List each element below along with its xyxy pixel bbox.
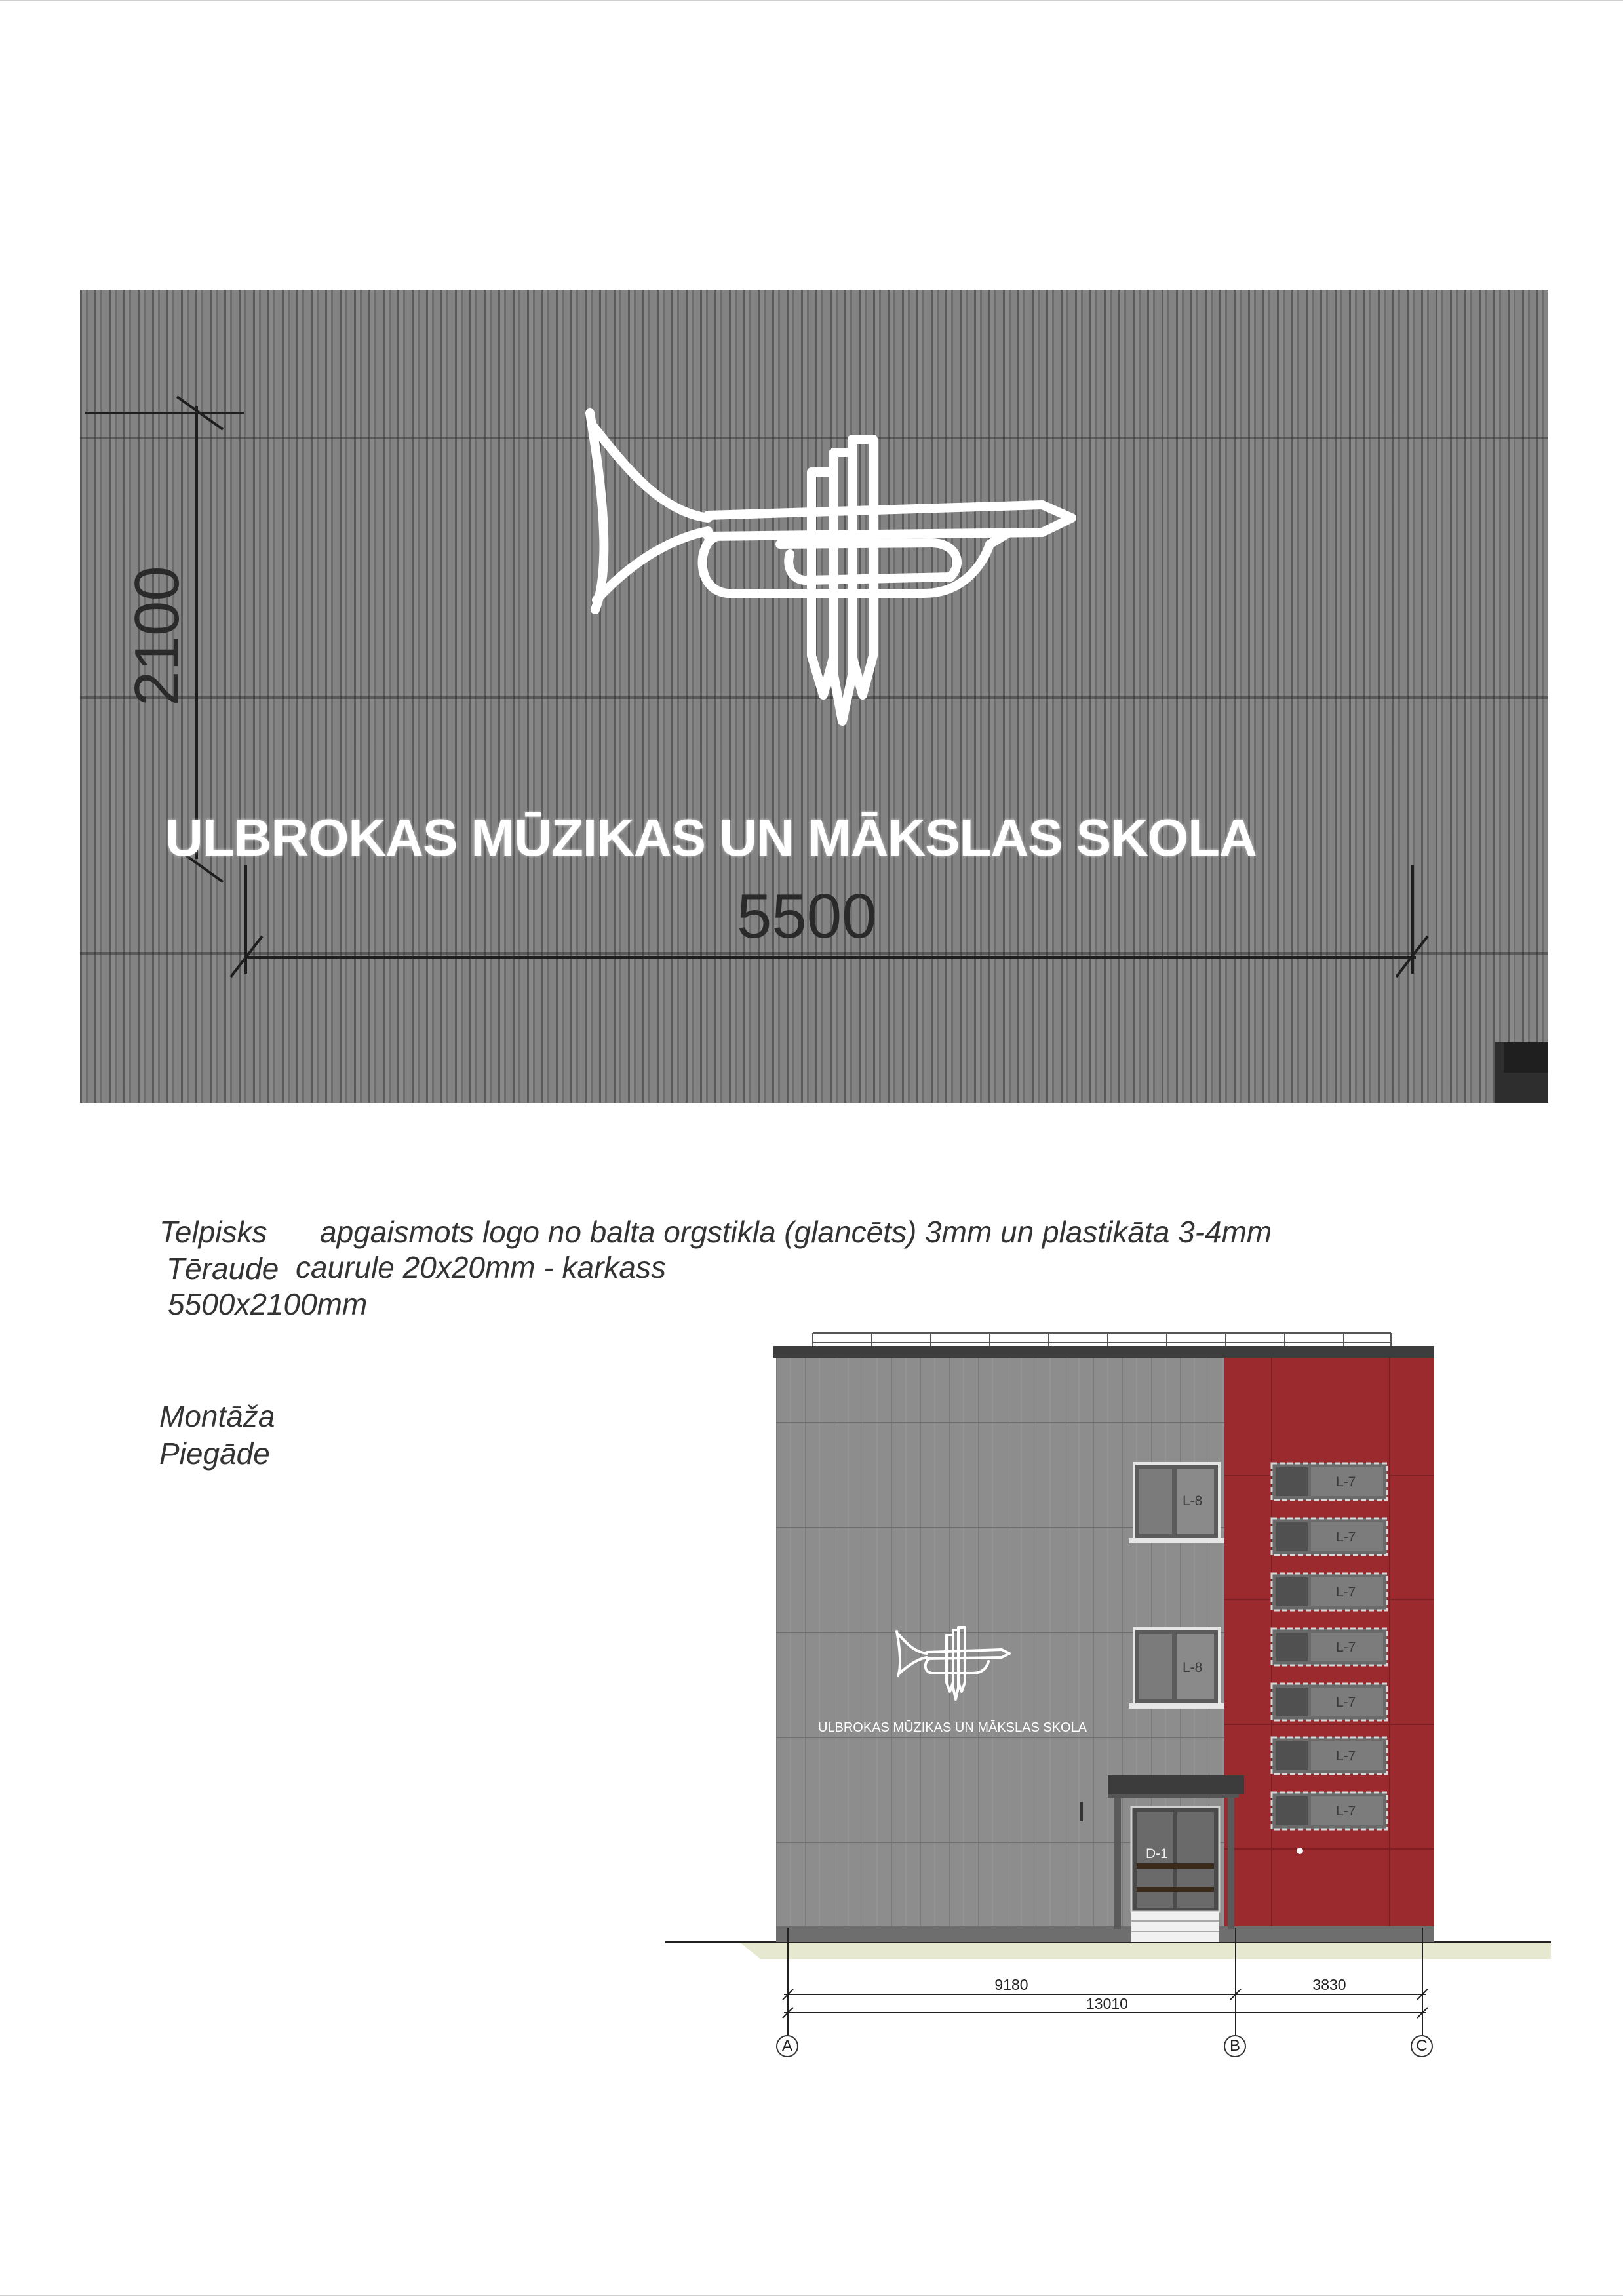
window-label-l7: L-7 xyxy=(1336,1640,1356,1655)
spec-line2-lead: Tēraude xyxy=(166,1252,279,1286)
window-l7-7 xyxy=(1272,1792,1387,1829)
building-plinth xyxy=(776,1926,1434,1942)
window-l7-4 xyxy=(1272,1629,1387,1665)
axis-marker-b: B xyxy=(1224,2035,1246,2057)
ground-strip xyxy=(739,1942,1551,1959)
window-label-l7: L-7 xyxy=(1336,1585,1356,1600)
roof-parapet xyxy=(773,1346,1434,1358)
wall-lamp xyxy=(1297,1848,1303,1854)
window-l7-5 xyxy=(1272,1684,1387,1720)
window-l7-2 xyxy=(1272,1518,1387,1555)
window-label-l7: L-7 xyxy=(1336,1695,1356,1710)
service-installation: Montāža xyxy=(159,1399,275,1433)
dimension-9180: 9180 xyxy=(994,1976,1028,1993)
spec-line1-lead: Telpisks xyxy=(159,1215,267,1249)
sign-school-name: ULBROKAS MŪZIKAS UN MĀKSLAS SKOLA xyxy=(165,808,1257,867)
elevation-sign-text: ULBROKAS MŪZIKAS UN MĀKSLAS SKOLA xyxy=(817,1720,1087,1735)
dimension-3830: 3830 xyxy=(1312,1976,1346,1993)
window-label-l7: L-7 xyxy=(1336,1749,1356,1764)
window-l7-6 xyxy=(1272,1737,1387,1774)
axis-marker-a: A xyxy=(776,2035,798,2057)
dimension-13010: 13010 xyxy=(1086,1995,1128,2012)
window-l8-lower xyxy=(1129,1629,1224,1709)
door-label: D-1 xyxy=(1146,1846,1168,1861)
axis-marker-c: C xyxy=(1411,2035,1433,2057)
window-label-l7: L-7 xyxy=(1336,1475,1356,1490)
window-l7-1 xyxy=(1272,1463,1387,1500)
window-l7-3 xyxy=(1272,1574,1387,1610)
height-dimension-label: 2100 xyxy=(122,566,192,706)
width-dimension-label: 5500 xyxy=(737,881,877,951)
spec-size: 5500x2100mm xyxy=(168,1287,368,1321)
window-label-l8: L-8 xyxy=(1183,1660,1203,1675)
service-delivery: Piegāde xyxy=(159,1436,270,1471)
window-l8-upper xyxy=(1129,1463,1224,1543)
window-label-l7: L-7 xyxy=(1336,1804,1356,1819)
window-label-l7: L-7 xyxy=(1336,1530,1356,1545)
spec-line2-text: caurule 20x20mm - karkass xyxy=(296,1250,666,1284)
roof-railing xyxy=(813,1333,1391,1347)
window-label-l8: L-8 xyxy=(1183,1494,1203,1509)
spec-line1-text: apgaismots logo no balta orgstikla (glancēts) 3mm un plastikāta 3-4mm xyxy=(320,1215,1272,1249)
